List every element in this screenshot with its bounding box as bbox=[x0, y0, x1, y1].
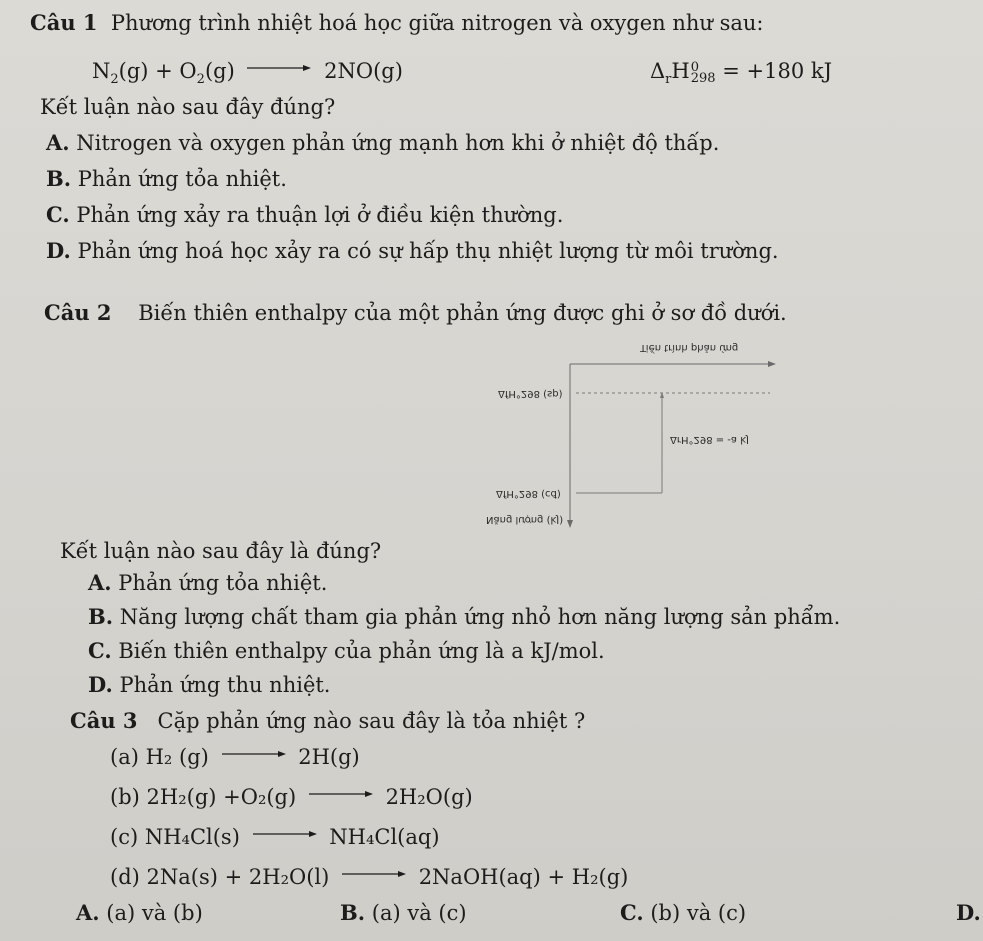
q1-option-c[interactable] bbox=[46, 202, 563, 228]
q3-reaction-d[interactable] bbox=[110, 864, 628, 890]
option-text: Phản ứng hoá học xảy ra có sự hấp thụ nhiệt lượng từ môi trường. bbox=[77, 239, 779, 263]
eq-product: 2NO(g) bbox=[324, 59, 403, 83]
q2-question: Kết luận nào sau đây là đúng? bbox=[60, 539, 382, 563]
reaction-rhs: 2NaOH(aq) + H₂(g) bbox=[418, 865, 629, 889]
option-label: B. bbox=[46, 166, 72, 191]
q3-answer-b[interactable] bbox=[340, 900, 467, 926]
delta-symbol: Δ bbox=[650, 59, 666, 83]
q2-option-d[interactable] bbox=[88, 672, 330, 698]
reaction-arrow-icon bbox=[247, 64, 311, 72]
q3-reaction-a[interactable] bbox=[110, 744, 360, 770]
option-text: Biến thiên enthalpy của phản ứng là a kJ/mol. bbox=[118, 639, 605, 663]
reaction-lhs: NH₄Cl(s) bbox=[144, 825, 240, 849]
diagram-top-label: Tiến trình phản ứng bbox=[640, 342, 739, 353]
option-text: Nitrogen và oxygen phản ứng mạnh hơn khi ở nhiệt độ thấp. bbox=[76, 131, 720, 155]
reaction-arrow-icon bbox=[253, 830, 317, 838]
q1-question: Kết luận nào sau đây đúng? bbox=[40, 95, 336, 119]
reaction-lhs: 2Na(s) + 2H₂O(l) bbox=[146, 865, 330, 889]
reaction-arrow-icon bbox=[309, 790, 373, 798]
eq-o-sub: 2 bbox=[196, 72, 205, 88]
option-text: Phản ứng xảy ra thuận lợi ở điều kiện thường. bbox=[76, 203, 564, 227]
q2-option-b[interactable] bbox=[88, 604, 840, 630]
reaction-label: (c) bbox=[110, 825, 139, 849]
option-text: Phản ứng thu nhiệt. bbox=[119, 673, 331, 697]
answer-label: D. bbox=[956, 900, 981, 925]
option-label: A. bbox=[88, 570, 112, 595]
reaction-label: (d) bbox=[110, 865, 140, 889]
enthalpy-diagram bbox=[380, 334, 800, 534]
delta-r-sub: r bbox=[665, 72, 672, 88]
q1-equation bbox=[92, 58, 403, 93]
q3-reaction-b[interactable] bbox=[110, 784, 473, 810]
energy-arrow-icon bbox=[567, 520, 573, 528]
eq-o: (g) + O bbox=[118, 59, 197, 83]
answer-text: (a) và (b) bbox=[106, 901, 203, 925]
q3-answer-a[interactable] bbox=[76, 900, 203, 926]
diagram-delta-label: ΔrH°298 = -a kJ bbox=[670, 434, 749, 445]
q3-text: Cặp phản ứng nào sau đây là tỏa nhiệt ? bbox=[157, 709, 586, 733]
reaction-rhs: 2H₂O(g) bbox=[385, 785, 473, 809]
q1-heading bbox=[30, 10, 763, 36]
option-label: D. bbox=[88, 672, 113, 697]
diagram-lower-label: ΔfH°298 (cđ) bbox=[496, 488, 561, 499]
option-text: Phản ứng tỏa nhiệt. bbox=[77, 167, 287, 191]
enthalpy-sub: 298 bbox=[690, 70, 716, 86]
option-label: B. bbox=[88, 604, 114, 629]
reaction-label: (a) bbox=[110, 745, 139, 769]
q3-heading bbox=[70, 708, 585, 734]
reaction-arrow-icon bbox=[342, 870, 406, 878]
q1-option-a[interactable] bbox=[46, 130, 719, 156]
reaction-lhs: 2H₂(g) +O₂(g) bbox=[146, 785, 297, 809]
reaction-label: (b) bbox=[110, 785, 140, 809]
eq-o-state: (g) bbox=[204, 59, 235, 83]
q3-answer-c[interactable] bbox=[620, 900, 746, 926]
option-text: Phản ứng tỏa nhiệt. bbox=[118, 571, 328, 595]
option-label: A. bbox=[46, 130, 70, 155]
enthalpy-sup: 0 bbox=[690, 59, 699, 75]
q1-option-d[interactable] bbox=[46, 238, 779, 264]
option-label: D. bbox=[46, 238, 71, 263]
answer-text: (b) và (c) bbox=[650, 901, 747, 925]
progress-arrow-icon bbox=[768, 361, 776, 367]
eq-n: N bbox=[92, 59, 111, 83]
option-label: C. bbox=[88, 638, 112, 663]
option-text: Năng lượng chất tham gia phản ứng nhỏ hơn năng lượng sản phẩm. bbox=[119, 605, 841, 629]
q1-enthalpy bbox=[650, 58, 832, 93]
reaction-lhs: H₂ (g) bbox=[145, 745, 209, 769]
answer-label: B. bbox=[340, 900, 366, 925]
answer-text: (a) và (c) bbox=[371, 901, 467, 925]
q3-reaction-c[interactable] bbox=[110, 824, 440, 850]
q1-option-b[interactable] bbox=[46, 166, 287, 192]
q2-number: Câu 2 bbox=[44, 300, 112, 325]
q2-option-a[interactable] bbox=[88, 570, 327, 596]
q3-number: Câu 3 bbox=[70, 708, 138, 733]
option-label: C. bbox=[46, 202, 70, 227]
q1-text: Phương trình nhiệt hoá học giữa nitrogen và oxygen như sau: bbox=[110, 11, 764, 35]
enthalpy-value: = +180 kJ bbox=[722, 59, 833, 83]
answer-label: A. bbox=[76, 900, 100, 925]
reaction-rhs: NH₄Cl(aq) bbox=[329, 825, 440, 849]
answer-label: C. bbox=[620, 900, 644, 925]
eq-n-sub: 2 bbox=[110, 72, 119, 88]
reaction-arrow-icon bbox=[222, 750, 286, 758]
diagram-upper-label: ΔfH°298 (sp) bbox=[498, 388, 563, 399]
q2-option-c[interactable] bbox=[88, 638, 605, 664]
q2-text: Biến thiên enthalpy của một phản ứng được ghi ở sơ đồ dưới. bbox=[138, 301, 787, 325]
enthalpy-h: H bbox=[671, 59, 690, 83]
q3-answer-d[interactable] bbox=[956, 900, 981, 926]
q1-number: Câu 1 bbox=[30, 10, 98, 35]
reaction-rhs: 2H(g) bbox=[298, 745, 360, 769]
diagram-axis-label: Năng lượng (kJ) bbox=[486, 514, 564, 525]
q2-heading bbox=[44, 300, 787, 326]
